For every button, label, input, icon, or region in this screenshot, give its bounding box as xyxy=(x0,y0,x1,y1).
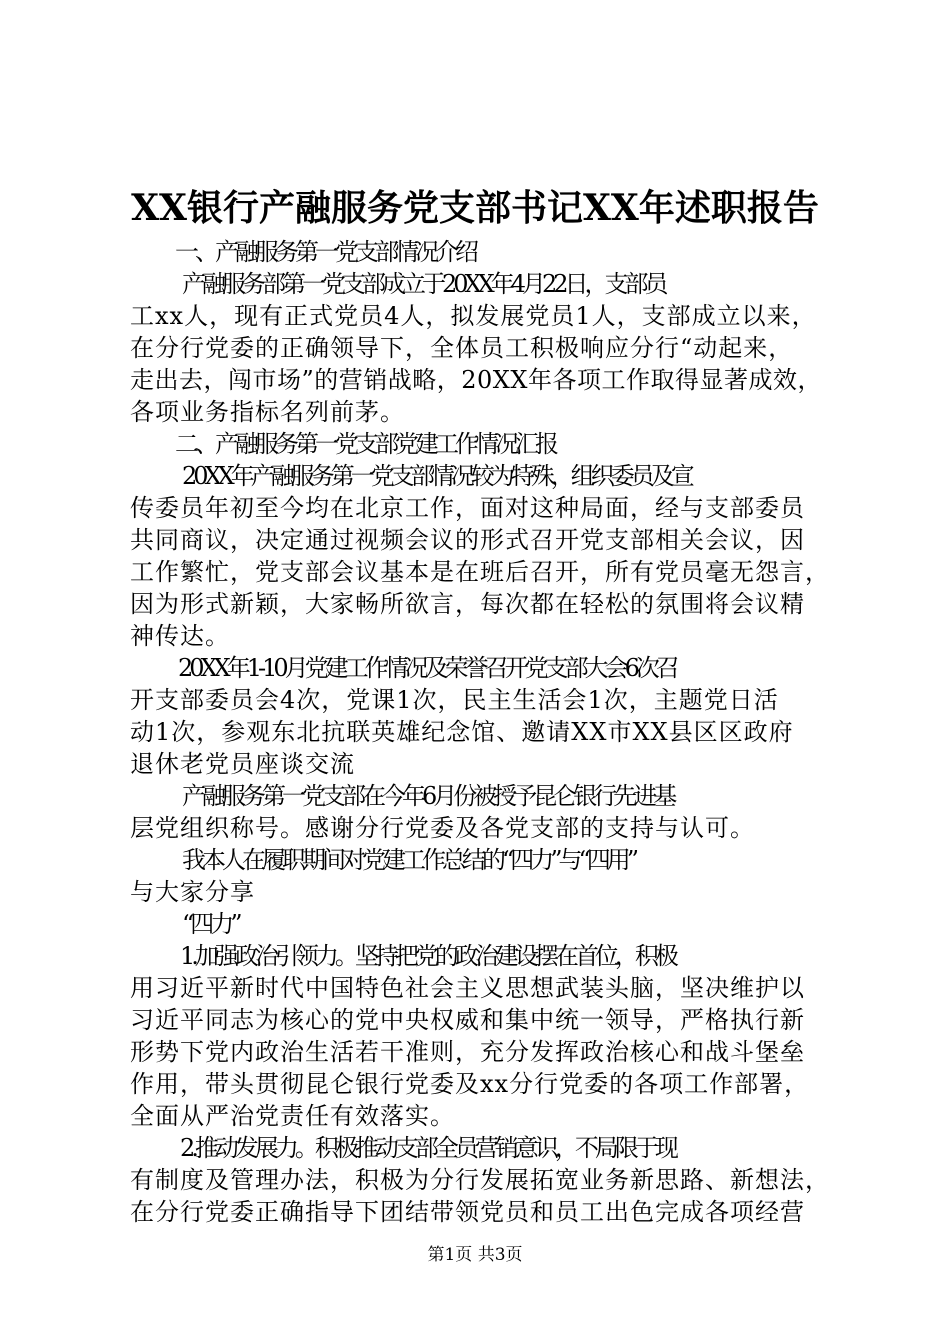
paragraph-line: 层党组织称号。感谢分行党委及各党支部的支持与认可。 xyxy=(130,814,755,842)
subheading-four-forces: “四力” xyxy=(182,910,239,938)
paragraph-line: 1.加强政治引领力。坚持把党的政治建设摆在首位，积极 xyxy=(180,942,675,970)
paragraph-line: 退休老党员座谈交流 xyxy=(130,750,355,778)
paragraph-line: 与大家分享 xyxy=(130,878,255,906)
paragraph-line: 有制度及管理办法，积极为分行发展拓宽业务新思路、新想法， xyxy=(130,1166,830,1194)
paragraph-line: 开支部委员会4次，党课1次，民主生活会1次，主题党日活 xyxy=(130,686,779,714)
paragraph-line: 形势下党内政治生活若干准则，充分发挥政治核心和战斗堡垒 xyxy=(130,1038,805,1066)
paragraph-line: 传委员年初至今均在北京工作，面对这种局面，经与支部委员 xyxy=(130,494,805,522)
paragraph-line: 20XX年1-10月党建工作情况及荣誉召开党支部大会6次召 xyxy=(178,654,676,682)
paragraph-line: 在分行党委的正确领导下，全体员工积极响应分行“动起来， xyxy=(130,334,794,362)
paragraph-line: 在分行党委正确指导下团结带领党员和员工出色完成各项经营 xyxy=(130,1198,805,1226)
paragraph-line: 共同商议，决定通过视频会议的形式召开党支部相关会议，因 xyxy=(130,526,805,554)
paragraph-line: 产融服务部第一党支部成立于20XX年4月22日，支部员 xyxy=(182,270,665,298)
paragraph-line: 全面从严治党责任有效落实。 xyxy=(130,1102,455,1130)
paragraph-line: 我本人在履职期间对党建工作总结的“四力”与“四用” xyxy=(182,846,636,874)
section-heading-1: 一、产融服务第一党支部情况介绍 xyxy=(175,238,475,266)
paragraph-line: 用习近平新时代中国特色社会主义思想武装头脑，坚决维护以 xyxy=(130,974,805,1002)
paragraph-line: 各项业务指标名列前茅。 xyxy=(130,398,405,426)
document-title: XX银行产融服务党支部书记XX年述职报告 xyxy=(131,187,819,229)
paragraph-line: 动1次，参观东北抗联英雄纪念馆、邀请XX市XX县区区政府 xyxy=(130,718,794,746)
paragraph-line: 习近平同志为核心的党中央权威和集中统一领导，严格执行新 xyxy=(130,1006,805,1034)
paragraph-line: 2.推动发展力。积极推动支部全员营销意识，不局限于现 xyxy=(180,1134,675,1162)
page-number-footer: 第1页 共3页 xyxy=(427,1245,523,1265)
paragraph-line: 神传达。 xyxy=(130,622,230,650)
paragraph-line: 20XX年产融服务第一党支部情况较为特殊，组织委员及宣 xyxy=(182,462,691,490)
paragraph-line: 因为形式新颖，大家畅所欲言，每次都在轻松的氛围将会议精 xyxy=(130,590,805,618)
paragraph-line: 作用，带头贯彻昆仑银行党委及xx分行党委的各项工作部署， xyxy=(130,1070,810,1098)
paragraph-line: 走出去，闯市场”的营销战略，20XX年各项工作取得显著成效， xyxy=(130,366,822,394)
paragraph-line: 工xx人，现有正式党员4人，拟发展党员1人，支部成立以来， xyxy=(130,302,817,330)
paragraph-line: 产融服务第一党支部在今年6月份被授予昆仑银行先进基 xyxy=(182,782,674,810)
section-heading-2: 二、产融服务第一党支部党建工作情况汇报 xyxy=(175,430,555,458)
paragraph-line: 工作繁忙，党支部会议基本是在班后召开，所有党员毫无怨言， xyxy=(130,558,830,586)
